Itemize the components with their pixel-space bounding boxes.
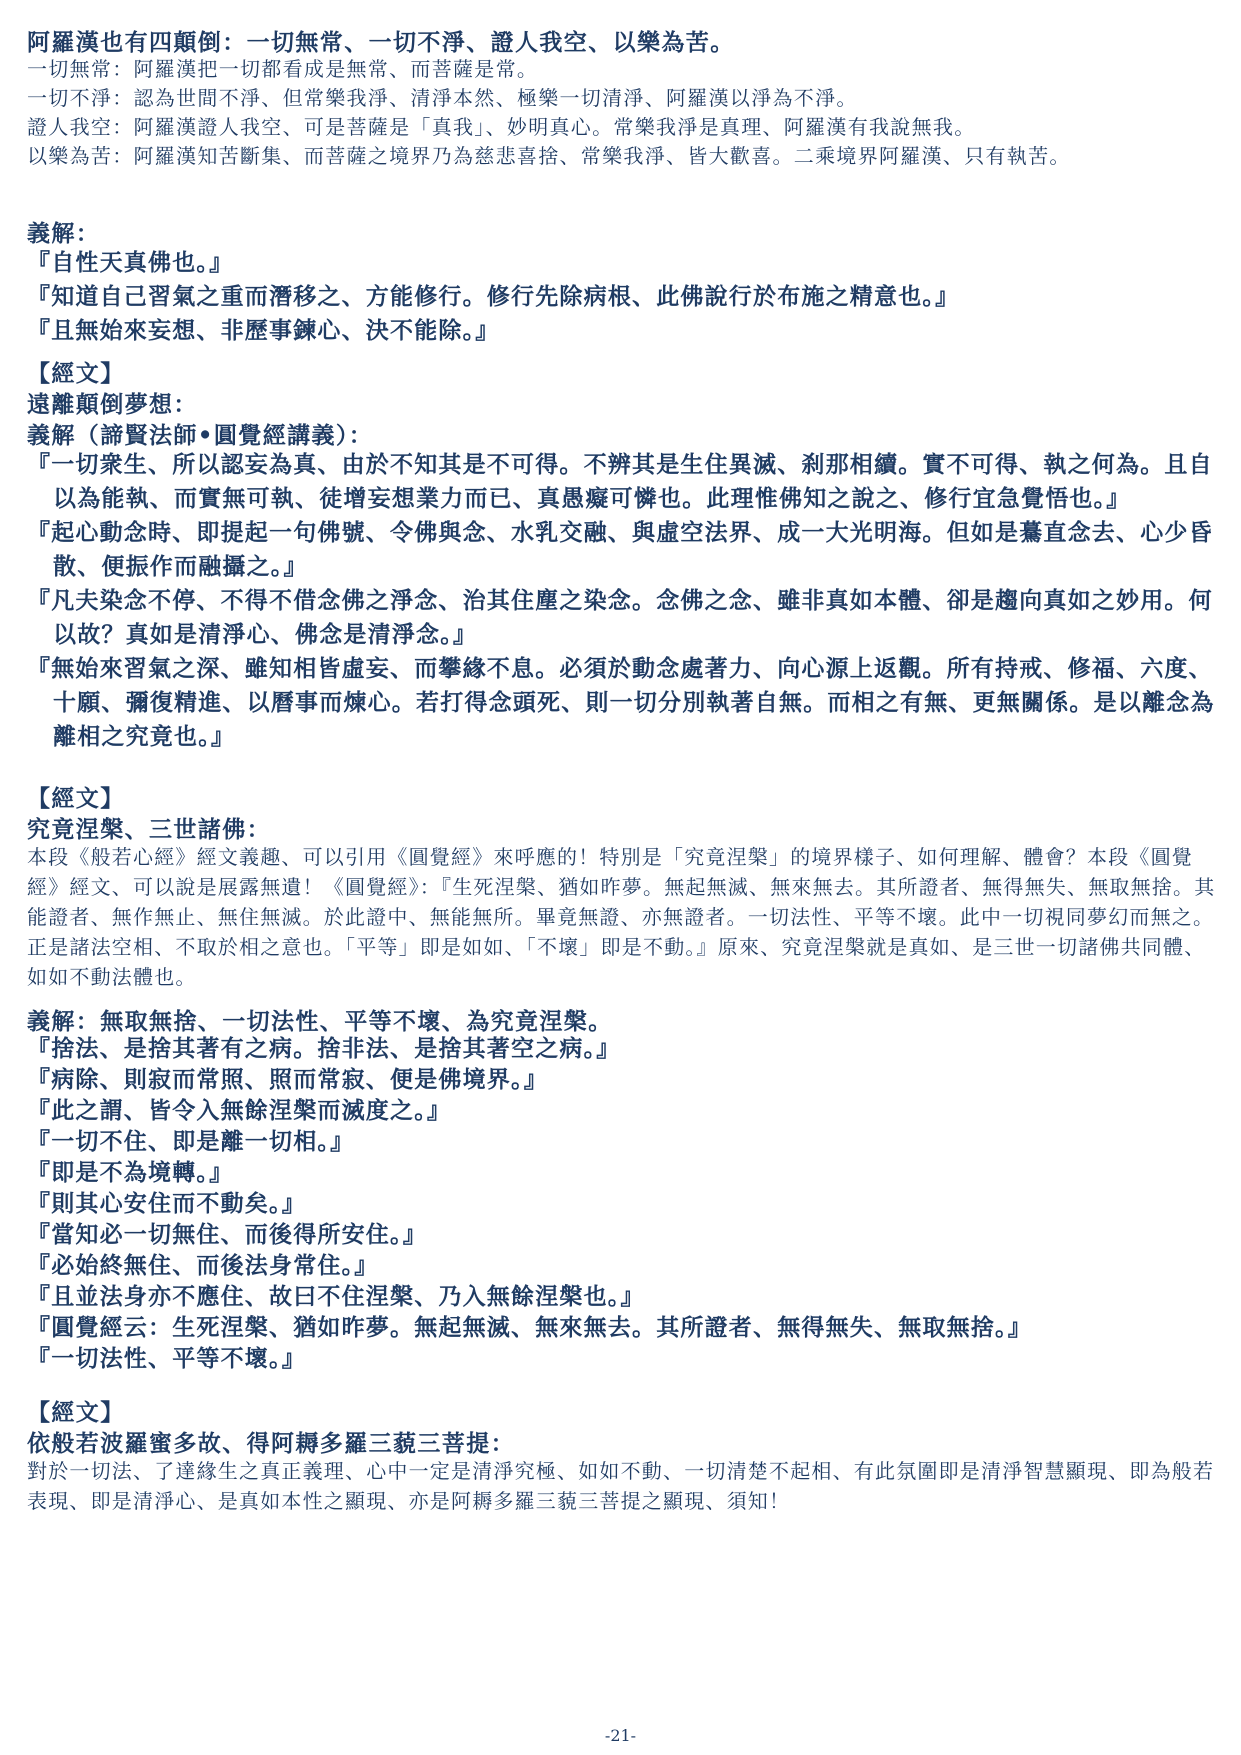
definition-list	[27, 55, 1222, 171]
quote-line: 『自性天真佛也。』	[27, 249, 234, 276]
quote-line: 『即是不為境轉。』	[27, 1159, 234, 1186]
page-number: -21-	[604, 1726, 637, 1745]
quote-block	[27, 448, 1222, 754]
intro-heading: 阿羅漢也有四顛倒：一切無常、一切不淨、證人我空、以樂為苦。	[27, 29, 735, 56]
sutra-text: 依般若波羅蜜多故、得阿耨多羅三藐三菩提：	[27, 1430, 515, 1457]
quote-line: 『病除、則寂而常照、照而常寂、便是佛境界。』	[27, 1066, 548, 1093]
sutra-label: 【經文】	[27, 360, 125, 387]
quote-line: 『則其心安住而不動矣。』	[27, 1190, 306, 1217]
commentary-heading: 義解（諦賢法師•圓覺經講義）：	[27, 422, 374, 449]
quote-line: 『知道自己習氣之重而潛移之、方能修行。修行先除病根、此佛說行於布施之精意也。』	[27, 283, 960, 310]
definition-term: 以樂為苦：	[27, 144, 134, 168]
definition-desc: 阿羅漢證人我空、可是菩薩是「真我」、妙明真心。常樂我淨是真理、阿羅漢有我說無我。	[133, 115, 976, 139]
definition-term: 一切不淨：	[27, 86, 134, 110]
definition-term: 證人我空：	[27, 115, 134, 139]
quote-line: 『一切法性、平等不壞。』	[27, 1345, 306, 1372]
quote-line: 『必始終無住、而後法身常住。』	[27, 1252, 379, 1279]
quote-line: 『圓覺經云：生死涅槃、猶如昨夢。無起無滅、無來無去。其所證者、無得無失、無取無捨。』	[27, 1314, 1032, 1341]
quote-paragraph: 『無始來習氣之深、雖知相皆虛妄、而攀緣不息。必須於動念處著力、向心源上返觀。所有持戒、修福、六度、十願、彌復精進、以曆事而煉心。若打得念頭死、則一切分別執著自無。而相之有無、更無關係。是以離念為離相之究竟也。』	[27, 655, 1215, 750]
quote-block	[27, 1033, 1222, 1374]
quote-paragraph: 『一切衆生、所以認妄為真、由於不知其是不可得。不辨其是生住異滅、刹那相續。實不可得、執之何為。且自以為能執、而實無可執、徒增妄想業力而已、真愚癡可憐也。此理惟佛知之說之、修行宜急覺悟也。』	[27, 451, 1213, 512]
quote-paragraph: 『凡夫染念不停、不得不借念佛之淨念、治其住塵之染念。念佛之念、雖非真如本體、卻是趨向真如之妙用。何以故？真如是清淨心、佛念是清淨念。』	[27, 587, 1213, 648]
sutra-label: 【經文】	[27, 785, 125, 812]
yijie-heading: 義解：	[27, 220, 101, 247]
quote-line: 『此之謂、皆令入無餘涅槃而滅度之。』	[27, 1097, 452, 1124]
quote-paragraph: 『起心動念時、即提起一句佛號、令佛與念、水乳交融、與虛空法界、成一大光明海。但如是驀直念去、心少昏散、便振作而融攝之。』	[27, 519, 1213, 580]
yijie-heading: 義解：無取無捨、一切法性、平等不壞、為究竟涅槃。	[27, 1008, 613, 1035]
quote-line: 『捨法、是捨其著有之病。捨非法、是捨其著空之病。』	[27, 1035, 621, 1062]
sutra-label: 【經文】	[27, 1399, 125, 1426]
explanation-paragraph: 對於一切法、了達緣生之真正義理、心中一定是清淨究極、如如不動、一切清楚不起相、有此氛圍即是清淨智慧顯現、即為般若表現、即是清淨心、是真如本性之顯現、亦是阿耨多羅三藐三菩提之顯現、須知！	[27, 1459, 1215, 1513]
sutra-text: 遠離顛倒夢想：	[27, 391, 198, 418]
definition-item	[27, 55, 1222, 84]
quote-line: 『且並法身亦不應住、故曰不住涅槃、乃入無餘涅槃也。』	[27, 1283, 645, 1310]
quote-block	[27, 246, 1222, 348]
explanation-paragraph: 本段《般若心經》經文義趣、可以引用《圓覺經》來呼應的！特別是「究竟涅槃」的境界樣子、如何理解、體會？本段《圓覺經》經文、可以說是展露無遺！《圓覺經》：『生死涅槃、猶如昨夢。無起無滅、無來無去。其所證者、無得無失、無取無捨。其能證者、無作無止、無住無滅。於此證中、無能無所。畢竟無證、亦無證者。一切法性、平等不壞。此中一切視同夢幻而無之。正是諸法空相、不取於相之意也。「平等」即是如如、「不壞」即是不動。』原來、究竟涅槃就是真如、是三世一切諸佛共同體、如如不動法體也。	[27, 845, 1216, 989]
definition-desc: 阿羅漢知苦斷集、而菩薩之境界乃為慈悲喜捨、常樂我淨、皆大歡喜。二乘境界阿羅漢、只有執苦。	[133, 144, 1071, 168]
definition-item	[27, 113, 1222, 142]
quote-line: 『且無始來妄想、非歷事鍊心、決不能除。』	[27, 317, 500, 344]
definition-desc: 認為世間不淨、但常樂我淨、清淨本然、極樂一切清淨、阿羅漢以淨為不淨。	[133, 86, 858, 110]
definition-item	[27, 84, 1222, 113]
quote-line: 『當知必一切無住、而後得所安住。』	[27, 1221, 427, 1248]
sutra-text: 究竟涅槃、三世諸佛：	[27, 816, 271, 843]
definition-term: 一切無常：	[27, 57, 134, 81]
quote-line: 『一切不住、即是離一切相。』	[27, 1128, 355, 1155]
definition-desc: 阿羅漢把一切都看成是無常、而菩薩是常。	[133, 57, 539, 81]
definition-item	[27, 142, 1222, 171]
